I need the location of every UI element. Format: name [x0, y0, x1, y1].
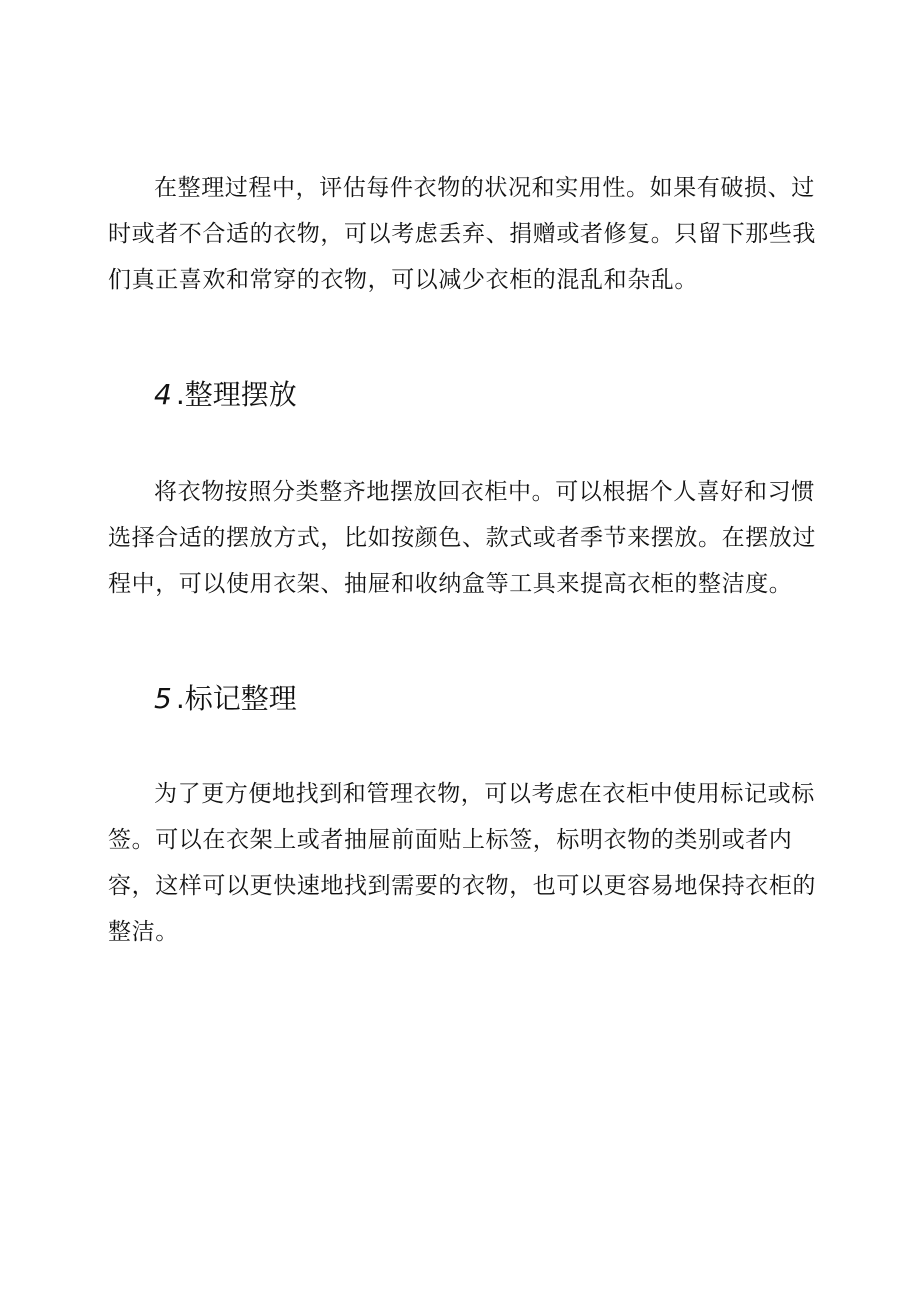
section-number-4: 4 — [154, 378, 172, 411]
section-heading-4 — [154, 378, 297, 412]
paragraph-arrange-clothes: 将衣物按照分类整齐地摆放回衣柜中。可以根据个人喜好和习惯选择合适的摆放方式，比如按颜色、款式或者季节来摆放。在摆放过程中，可以使用衣架、抽屉和收纳盒等工具来提高衣柜的整洁度。 — [108, 479, 816, 597]
paragraph-evaluate-clothes: 在整理过程中，评估每件衣物的状况和实用性。如果有破损、过时或者不合适的衣物，可以考虑丢弃、捐赠或者修复。只留下那些我们真正喜欢和常穿的衣物，可以减少衣柜的混乱和杂乱。 — [108, 175, 816, 293]
section-number-5: 5 — [154, 682, 172, 715]
paragraph-label-clothes: 为了更方便地找到和管理衣物，可以考虑在衣柜中使用标记或标签。可以在衣架上或者抽屉前面贴上标签，标明衣物的类别或者内容，这样可以更快速地找到需要的衣物，也可以更容易地保持衣柜的整洁。 — [108, 781, 816, 945]
section-title-4: .整理摆放 — [175, 378, 297, 411]
section-title-5: .标记整理 — [175, 682, 297, 715]
section-heading-5 — [154, 682, 297, 716]
